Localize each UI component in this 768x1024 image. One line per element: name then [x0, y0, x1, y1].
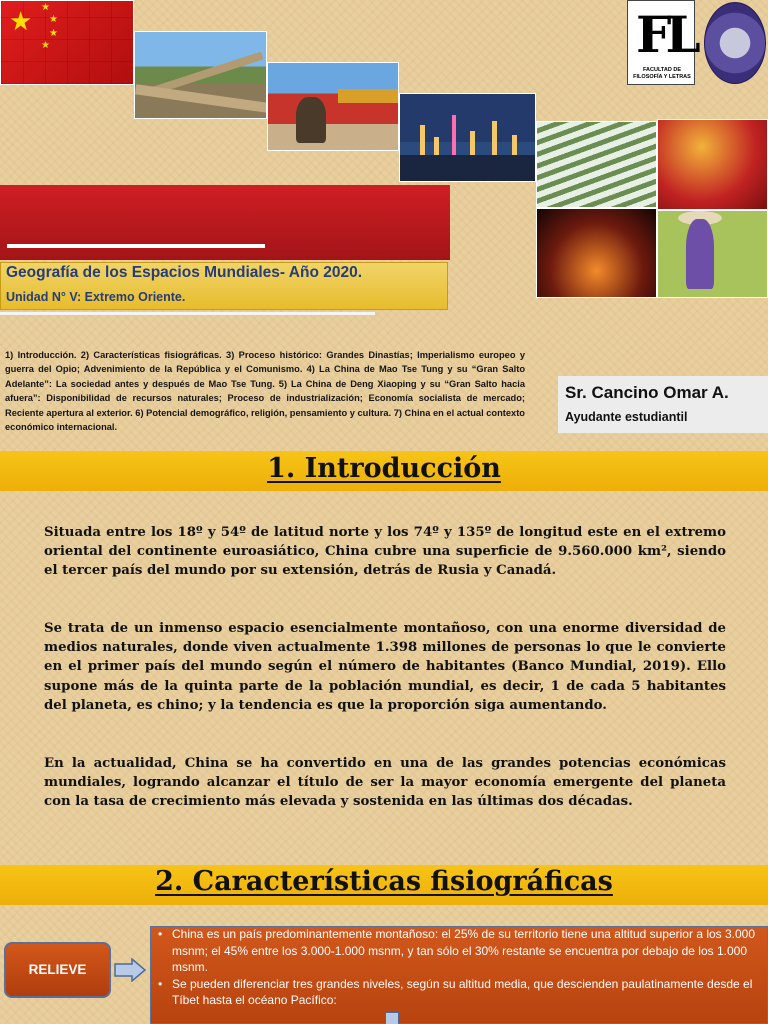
rice-farmer-photo: [657, 210, 768, 298]
ffl-logo-letters: FL: [636, 5, 695, 64]
intro-paragraph-2: Se trata de un inmenso espacio esencialmente montañoso, con una enorme diversidad de medios naturales, donde viven actualmente 1.398 millones de personas lo que le convierte en el primer país del mundo según el número de habitantes (Banco Mundial, 2019). Ello supone más de la quinta parte de la población mundial, es decir, 1 de cada 5 habitantes del planeta, es chino; y la tendencia es que la proporción siga aumentando.: [44, 621, 726, 713]
ffl-logo: [627, 0, 695, 85]
banner-divider: [7, 244, 265, 248]
down-arrow-icon: [385, 1012, 399, 1024]
list-item: • Se pueden diferenciar tres grandes niveles, según su altitud media, que descienden paulatinamente desde el Tíbet hasta el océano Pacífico:: [158, 976, 762, 1009]
author-role: Ayudante estudiantil: [565, 410, 688, 424]
section-1-title: 1. Introducción: [267, 453, 501, 484]
shanghai-skyline-photo: [399, 93, 536, 182]
forbidden-city-photo: [267, 62, 399, 151]
relieve-label: RELIEVE: [4, 942, 111, 998]
page-title: Geografía de los Espacios Mundiales- Año 2020.: [6, 264, 363, 281]
chinese-opera-photo: [657, 119, 768, 210]
flag-small-star-icon: ★: [49, 28, 58, 39]
flag-big-star-icon: ★: [9, 7, 33, 37]
university-seal-icon: [704, 2, 766, 84]
great-wall-photo: [134, 31, 267, 119]
right-arrow-icon: [114, 958, 146, 982]
list-item: • China es un país predominantemente montañoso: el 25% de su territorio tiene una altitud superior a los 3.000 msnm; el 45% entre los 3.000-1.000 msnm, y tan sólo el 30% restante se encuentra por debajo de los 1.000 msnm.: [158, 926, 762, 976]
lantern-dragon-photo: [536, 208, 657, 298]
page-subtitle: Unidad N° V: Extremo Oriente.: [6, 290, 186, 304]
relieve-bullet-list: [158, 926, 762, 1009]
flag-small-star-icon: ★: [41, 2, 50, 13]
flag-small-star-icon: ★: [49, 14, 58, 25]
title-divider: [0, 312, 375, 315]
intro-paragraph-1: Situada entre los 18º y 54º de latitud norte y los 74º y 135º de longitud este en el extremo oriental del continente euroasiático, China cubre una superficie de 9.560.000 km², siendo el tercer país del mundo por su extensión, detrás de Rusia y Canadá.: [44, 525, 726, 579]
table-of-contents: 1) Introducción. 2) Características fisiográficas. 3) Proceso histórico: Grandes Dinastías; Imperialismo europeo y guerra del Opio; Advenimiento de la República y el Comunismo. 4) La China de Mao Tse Tung y su “Gran Salto Adelante”: La sociedad antes y después de Mao Tse Tung. 5) La China de Deng Xiaoping y su “Gran Salto hacia afuera”: Disponibilidad de recursos naturales; Proceso de industrialización; Economía socialista de mercado; Reciente apertura al exterior. 6) Potencial demográfico, religión, pensamiento y cultura. 7) China en el actual contexto económico internacional.: [5, 350, 525, 433]
author-name: Sr. Cancino Omar A.: [565, 383, 729, 402]
flag-small-star-icon: ★: [41, 40, 50, 51]
rice-terraces-photo: [536, 121, 657, 208]
intro-paragraph-3: En la actualidad, China se ha convertido en una de las grandes potencias económicas mundiales, logrando alcanzar el título de ser la mayor economía emergente del planeta con la tasa de crecimiento más elevada y sostenida en las últimas dos décadas.: [44, 756, 726, 810]
china-flag-image: [0, 0, 134, 85]
ffl-logo-caption: FACULTAD DE FILOSOFÍA Y LETRAS: [633, 67, 691, 80]
red-banner: [0, 185, 450, 260]
section-2-title: 2. Características fisiográficas: [155, 866, 613, 897]
